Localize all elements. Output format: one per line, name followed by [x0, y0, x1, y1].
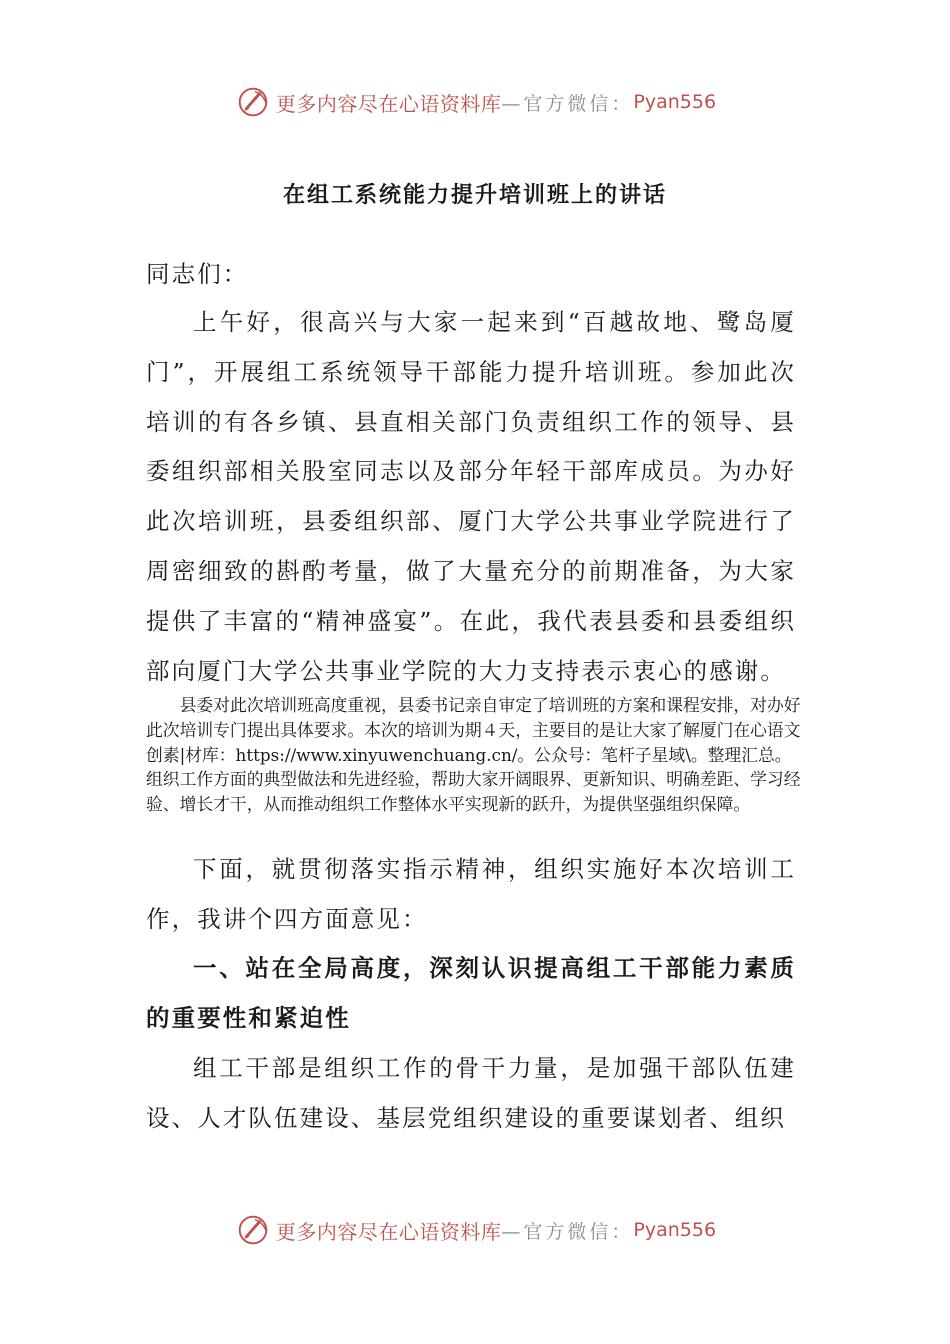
pen-circle-logo-icon	[234, 83, 272, 121]
banner-main-text: 更多内容尽在心语资料库	[275, 1219, 502, 1244]
banner-wechat-id: Pyan556	[633, 91, 717, 113]
paragraph-section-1: 组工干部是组织工作的骨干力量，是加强干部队伍建设、人才队伍建设、基层党组织建设的重要谋划者、组织	[146, 1054, 796, 1132]
header-banner	[0, 82, 950, 122]
paragraph-intro-points: 下面，就贯彻落实指示精神，组织实施好本次培训工作，我讲个四方面意见：	[146, 855, 796, 933]
banner-wechat-id: Pyan556	[633, 1219, 717, 1241]
paragraph-opening: 上午好，很高兴与大家一起来到“百越故地、鹭岛厦门”，开展组工系统领导干部能力提升培训班。参加此次培训的有各乡镇、县直相关部门负责组织工作的领导、县委组织部相关股室同志以及部分年轻干部库成员。为办好此次培训班，县委组织部、厦门大学公共事业学院进行了周密细致的斟酌考量，做了大量充分的前期准备，为大家提供了丰富的“精神盛宴”。在此，我代表县委和县委组织部向厦门大学公共事业学院的大力支持表示衷心的感谢。	[146, 308, 796, 685]
footer-banner	[0, 1210, 950, 1250]
section-heading-1: 一、站在全局高度，深刻认识提高组工干部能力素质的重要性和紧迫性	[146, 954, 796, 1032]
paragraph-inserted-small: 县委对此次培训班高度重视，县委书记亲自审定了培训班的方案和课程安排，对办好此次培训专门提出具体要求。本次的培训为期４天，主要目的是让大家了解厦门在心语文创素|材库：https://www.xinyuwenchuang.cn/。公众号：笔杆子星域\。整理汇总。组织工作方面的典型做法和先进经验，帮助大家开阔眼界、更新知识、明确差距、学习经验、增长才干，从而推动组织工作整体水平实现新的跃升，为提供坚强组织保障。	[146, 695, 801, 815]
banner-separator-text: —官方微信：	[501, 92, 634, 115]
pen-circle-logo-icon	[234, 1211, 272, 1249]
banner-separator-text: —官方微信：	[501, 1220, 634, 1243]
document-title: 在组工系统能力提升培训班上的讲话	[282, 182, 667, 208]
banner-main-text: 更多内容尽在心语资料库	[275, 91, 502, 116]
salutation: 同志们：	[146, 260, 249, 288]
